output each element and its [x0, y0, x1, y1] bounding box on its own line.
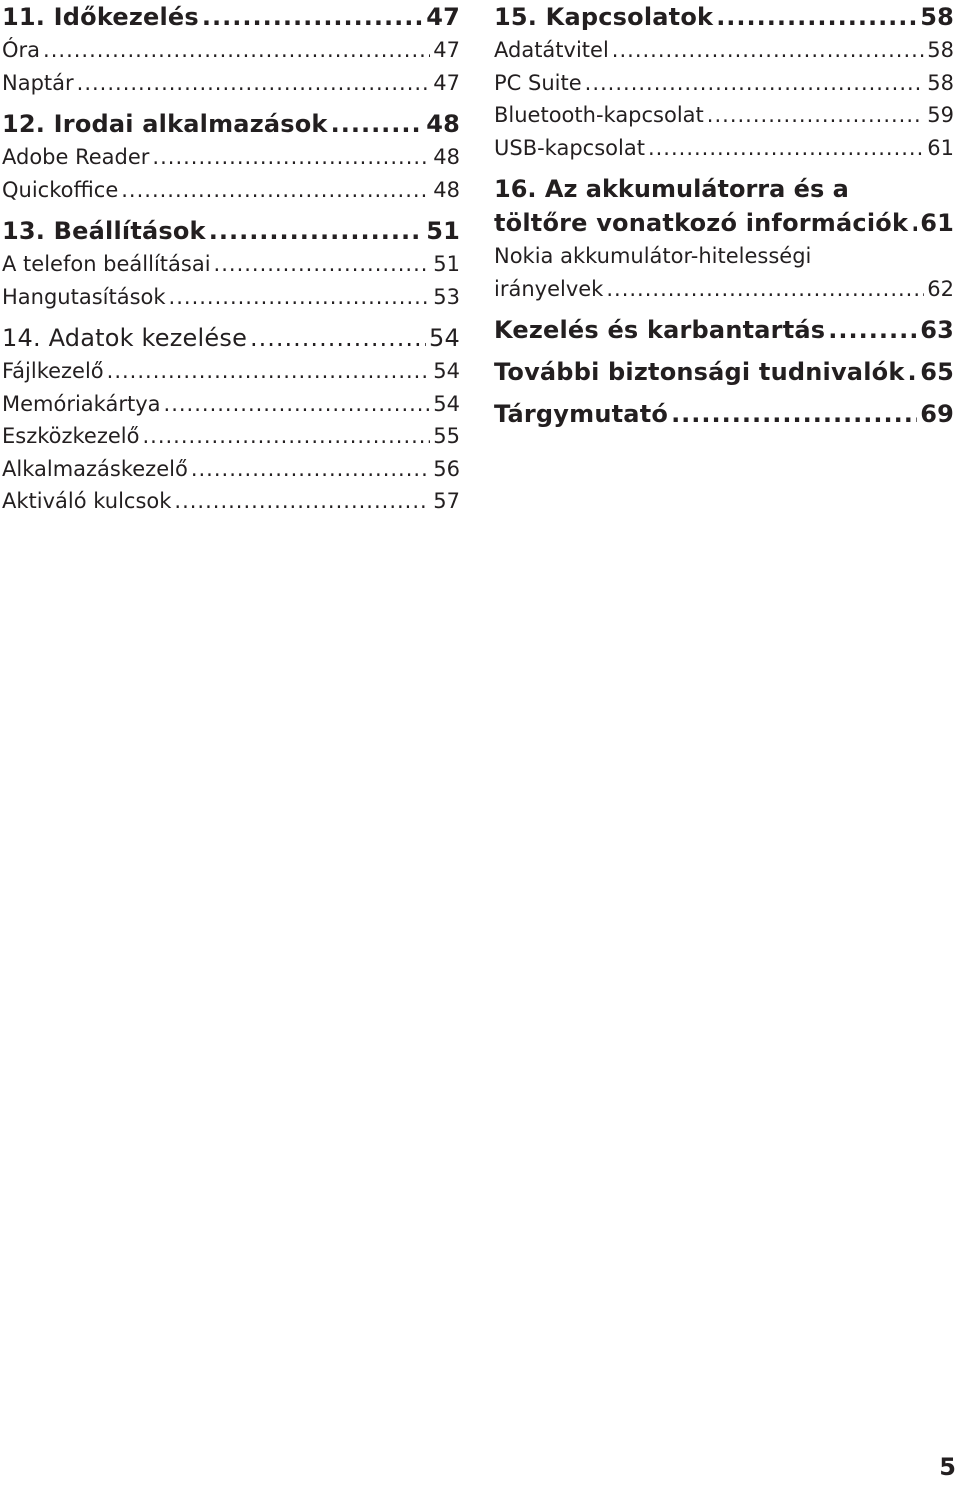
toc-entry[interactable] — [2, 34, 460, 67]
toc-page-number: 57 — [433, 489, 460, 513]
toc-right-column — [494, 0, 954, 439]
toc-section-safety — [494, 355, 954, 389]
toc-page-number: 55 — [433, 424, 460, 448]
leader-dots — [121, 174, 430, 207]
toc-heading-title: További biztonsági tudnivalók — [494, 358, 905, 386]
leader-dots — [164, 388, 431, 421]
toc-heading[interactable] — [2, 214, 460, 248]
toc-heading[interactable] — [2, 321, 460, 355]
toc-heading-title-line2: töltőre vonatkozó információk — [494, 209, 909, 237]
toc-heading[interactable] — [494, 0, 954, 34]
leader-dots — [209, 214, 423, 248]
toc-left-column — [2, 0, 460, 526]
leader-dots — [671, 397, 917, 431]
toc-heading-title: Tárgymutató — [494, 400, 669, 428]
toc-entry-title: PC Suite — [494, 70, 582, 95]
toc-heading[interactable] — [2, 107, 460, 141]
leader-dots — [707, 99, 924, 132]
toc-entry-title: Adobe Reader — [2, 145, 150, 169]
toc-heading-title: 11. Időkezelés — [2, 3, 199, 31]
toc-section-15 — [494, 0, 954, 164]
toc-page-number: 54 — [429, 324, 460, 352]
toc-heading-title: 12. Irodai alkalmazások — [2, 110, 328, 138]
toc-heading[interactable] — [494, 355, 954, 389]
toc-entry-title: Eszközkezelő — [2, 424, 140, 448]
toc-page-number: 69 — [920, 400, 954, 428]
toc-entry-title: Quickoffice — [2, 177, 119, 202]
toc-entry[interactable] — [2, 141, 460, 174]
leader-dots — [77, 67, 431, 100]
toc-page-number: 58 — [927, 70, 954, 95]
leader-dots — [648, 132, 924, 165]
leader-dots — [612, 34, 924, 67]
toc-entry-title-line2: irányelvek — [494, 276, 604, 301]
toc-section-16 — [494, 172, 954, 305]
toc-heading[interactable] — [494, 313, 954, 347]
leader-dots — [191, 453, 430, 486]
toc-entry-title: Aktiváló kulcsok — [2, 489, 172, 513]
toc-page-number: 47 — [433, 38, 460, 62]
leader-dots — [907, 355, 917, 389]
toc-page-number: 63 — [920, 316, 954, 344]
toc-entry[interactable] — [494, 99, 954, 132]
toc-page-number: 51 — [426, 217, 460, 245]
leader-dots — [107, 355, 431, 388]
toc-section-12 — [2, 107, 460, 206]
leader-dots — [716, 0, 917, 34]
toc-entry[interactable] — [2, 248, 460, 281]
toc-entry[interactable] — [494, 132, 954, 165]
toc-page-number: 58 — [920, 3, 954, 31]
toc-entry-title: A telefon beállításai — [2, 252, 211, 276]
toc-entry[interactable] — [2, 388, 460, 421]
toc-page-number: 54 — [433, 391, 460, 416]
toc-entry-title: Bluetooth-kapcsolat — [494, 103, 704, 127]
toc-page-number: 47 — [426, 3, 460, 31]
leader-dots — [202, 0, 423, 34]
toc-entry[interactable] — [494, 67, 954, 100]
toc-page-number: 58 — [927, 38, 954, 62]
toc-page-number: 51 — [433, 252, 460, 276]
toc-entry-title: Hangutasítások — [2, 284, 166, 309]
toc-heading-title: 14. Adatok kezelése — [2, 324, 248, 352]
toc-section-index — [494, 397, 954, 431]
toc-entry[interactable] — [494, 34, 954, 67]
leader-dots — [606, 273, 924, 306]
toc-page-number: 62 — [927, 276, 954, 301]
toc-page-number: 65 — [920, 358, 954, 386]
toc-entry-title: Fájlkezelő — [2, 359, 104, 383]
page-number: 5 — [939, 1453, 956, 1481]
leader-dots — [169, 281, 431, 314]
toc-page-number: 59 — [927, 103, 954, 127]
toc-page-number: 48 — [433, 145, 460, 169]
toc-section-11 — [2, 0, 460, 99]
leader-dots — [331, 107, 424, 141]
leader-dots — [43, 34, 430, 67]
toc-entry-title: USB-kapcsolat — [494, 135, 645, 160]
toc-heading-title: Kezelés és karbantartás — [494, 316, 826, 344]
toc-entry-title-line1: Nokia akkumulátor-hitelességi — [494, 244, 812, 268]
toc-heading-line2 — [494, 206, 954, 240]
toc-heading-title: 15. Kapcsolatok — [494, 3, 714, 31]
toc-entry[interactable] — [2, 453, 460, 486]
toc-heading[interactable] — [494, 397, 954, 431]
leader-dots — [911, 206, 917, 240]
toc-page-number: 48 — [433, 177, 460, 202]
toc-section-care — [494, 313, 954, 347]
toc-entry[interactable] — [494, 240, 954, 305]
toc-page-number: 61 — [920, 209, 954, 237]
toc-page-number: 56 — [433, 456, 460, 481]
leader-dots — [152, 141, 430, 174]
toc-section-14 — [2, 321, 460, 518]
toc-entry-title: Adatátvitel — [494, 38, 609, 62]
toc-section-13 — [2, 214, 460, 313]
toc-entry[interactable] — [2, 355, 460, 388]
toc-entry[interactable] — [2, 420, 460, 453]
toc-entry-title: Óra — [2, 38, 41, 62]
toc-entry-title: Memóriakártya — [2, 391, 161, 416]
toc-entry-title: Naptár — [2, 70, 74, 95]
toc-heading-title-line1: 16. Az akkumulátorra és a — [494, 175, 849, 203]
toc-entry[interactable] — [2, 67, 460, 100]
toc-entry[interactable] — [2, 485, 460, 518]
toc-page-number: 48 — [426, 110, 460, 138]
leader-dots — [174, 485, 430, 518]
leader-dots — [828, 313, 917, 347]
toc-heading[interactable] — [2, 0, 460, 34]
leader-dots — [214, 248, 431, 281]
toc-heading[interactable] — [494, 172, 954, 240]
toc-page-number: 53 — [433, 284, 460, 309]
leader-dots — [142, 420, 430, 453]
toc-entry[interactable] — [2, 174, 460, 207]
toc-heading-title: 13. Beállítások — [2, 217, 206, 245]
toc-page-number: 61 — [927, 135, 954, 160]
toc-entry-line2 — [494, 273, 954, 306]
leader-dots — [250, 321, 426, 355]
toc-entry[interactable] — [2, 281, 460, 314]
toc-page-number: 47 — [433, 70, 460, 95]
toc-entry-title: Alkalmazáskezelő — [2, 456, 188, 481]
leader-dots — [585, 67, 925, 100]
toc-page-number: 54 — [433, 359, 460, 383]
